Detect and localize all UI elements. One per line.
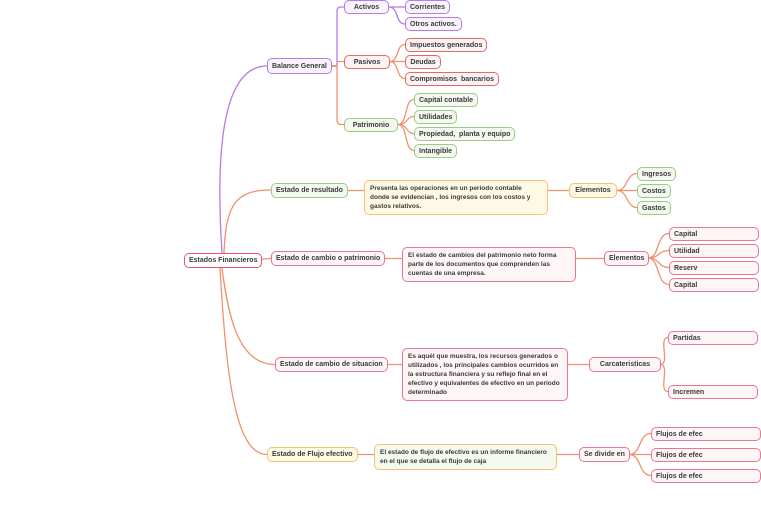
node-ingresos[interactable]: Ingresos [637,167,676,181]
node-estado-de-resultado[interactable]: Estado de resultado [271,183,348,198]
node-estado-cambio-situacion[interactable]: Estado de cambio de situacion [275,357,388,372]
node-pasivos[interactable]: Pasivos [344,55,390,69]
node-balance-general[interactable]: Balance General [267,58,332,74]
node-partidas[interactable]: Partidas [668,331,758,345]
node-otros-activos[interactable]: Otros activos. [405,17,462,31]
node-elemento-utilidad[interactable]: Utilidad [669,244,759,258]
desc-estado-cambio-situacion[interactable]: Es aquél que muestra, los recursos generados o utilizados , los principales cambios ocurridos en la estructura financiera y su reflejo final en el efectivo y equivalentes de efectivo en un periodo determinado [402,348,568,401]
node-gastos[interactable]: Gastos [637,201,671,215]
node-impuestos-generados[interactable]: Impuestos generados [405,38,487,52]
node-elemento-capital-1[interactable]: Capital [669,227,759,241]
node-incremento[interactable]: Incremen [668,385,758,399]
node-elementos-patrimonio[interactable]: Elementos [604,251,649,266]
node-utilidades[interactable]: Utilidades [414,110,457,124]
desc-estado-cambio-patrimonio[interactable]: El estado de cambios del patrimonio neto forma parte de los documentos que comprenden las cuentas de una empresa. [402,247,576,282]
node-estado-flujo-efectivo[interactable]: Estado de Flujo efectivo [267,447,358,462]
node-capital-contable[interactable]: Capital contable [414,93,478,107]
node-estados-financieros[interactable]: Estados Financieros [184,253,262,268]
node-caracteristicas[interactable]: Carcateristicas [589,357,661,372]
node-elemento-reserva[interactable]: Reserv [669,261,759,275]
node-propiedad-planta-equipo[interactable]: Propiedad, planta y equipo [414,127,515,141]
node-flujo-item-3[interactable]: Flujos de efec [651,469,761,483]
node-corrientes[interactable]: Corrientes [405,0,450,14]
node-intangible[interactable]: Intangible [414,144,457,158]
node-elementos-resultado[interactable]: Elementos [569,183,617,198]
desc-estado-de-resultado[interactable]: Presenta las operaciones en un periodo contable donde se evidencian , los ingresos con los costos y gastos relativos. [364,180,548,215]
node-compromisos-bancarios[interactable]: Compromisos bancarios [405,72,499,86]
node-estado-cambio-patrimonio[interactable]: Estado de cambio o patrimonio [271,251,385,266]
desc-estado-flujo-efectivo[interactable]: El estado de flujo de efectivo es un informe financiero en el que se detalla el flujo de caja [374,444,557,470]
node-elemento-capital-2[interactable]: Capital [669,278,759,292]
node-deudas[interactable]: Deudas [405,55,441,69]
node-flujo-item-2[interactable]: Flujos de efec [651,448,761,462]
node-flujo-item-1[interactable]: Flujos de efec [651,427,761,441]
node-activos[interactable]: Activos [344,0,389,14]
node-patrimonio[interactable]: Patrimonio [344,118,398,132]
node-se-divide-en[interactable]: Se divide en [579,447,630,462]
node-costos[interactable]: Costos [637,184,671,198]
